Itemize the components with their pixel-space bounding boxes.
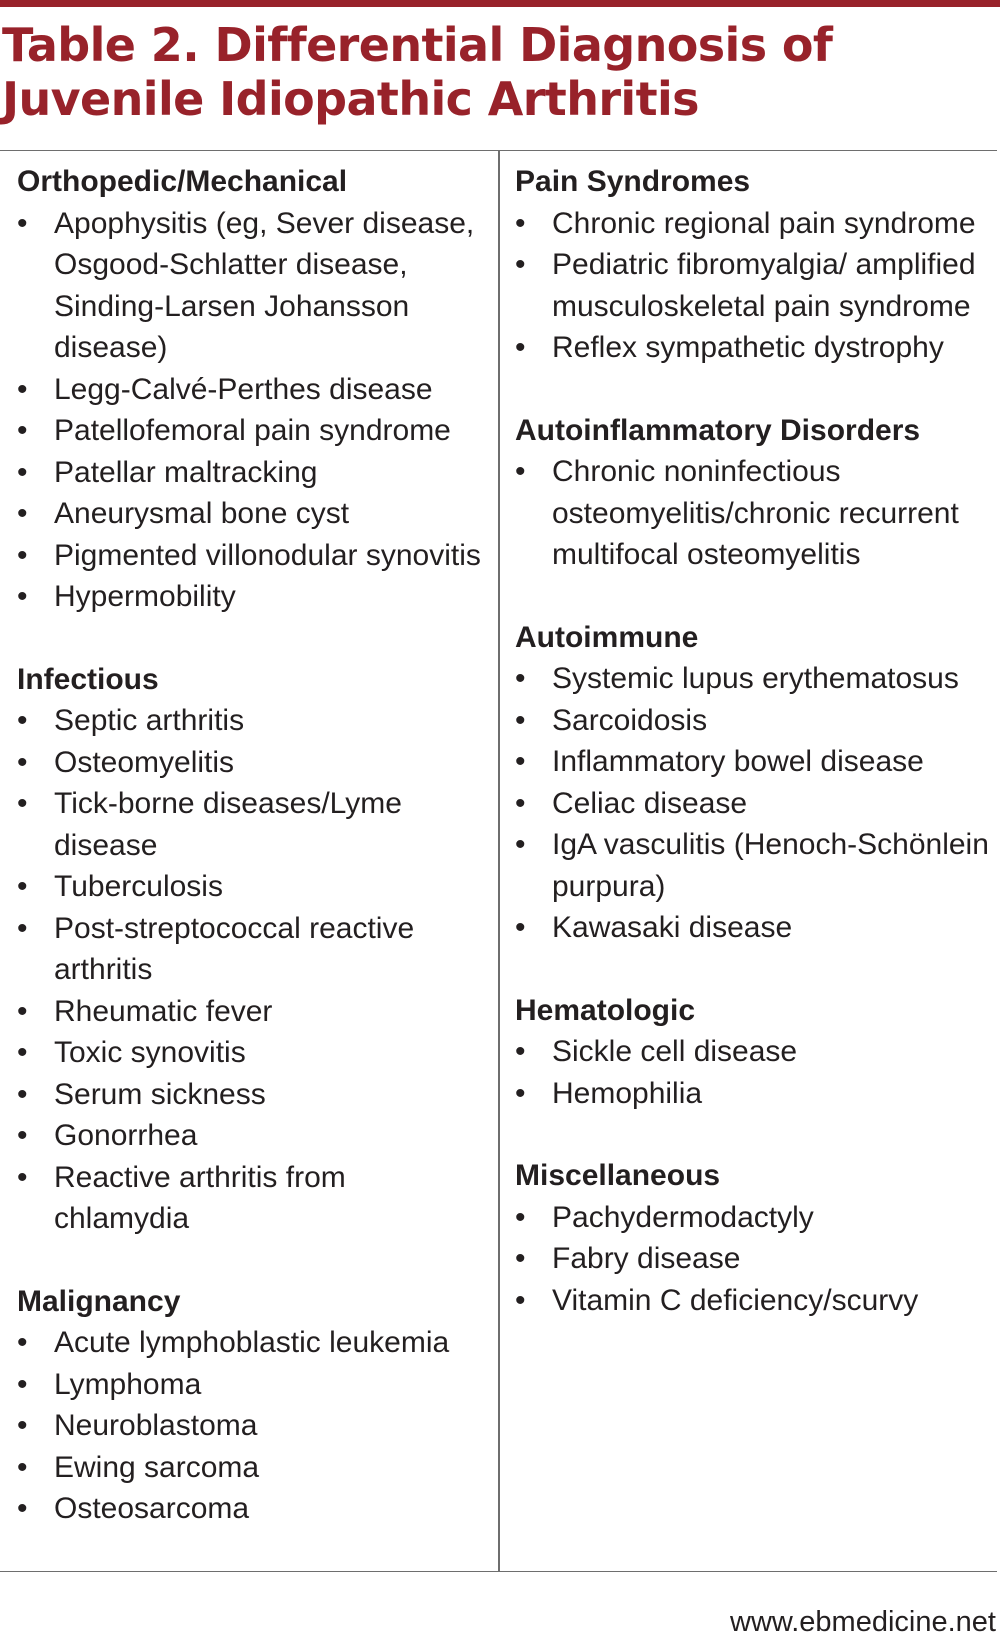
section-heading: Orthopedic/Mechanical <box>17 165 348 198</box>
section-heading: Malignancy <box>17 1284 181 1318</box>
section-hematologic <box>515 990 993 1115</box>
list-item: • Lymphoma <box>17 1364 487 1406</box>
list-item: • Serum sickness <box>17 1074 487 1116</box>
diagnosis-list <box>515 1031 993 1114</box>
section-heading: Autoimmune <box>515 620 699 654</box>
list-item: • Reflex sympathetic dystrophy <box>515 327 993 369</box>
diagnosis-list <box>515 1197 993 1322</box>
section-autoimmune <box>515 617 993 949</box>
list-item: • Sickle cell disease <box>515 1031 993 1073</box>
list-item: • Hemophilia <box>515 1073 993 1115</box>
diagnosis-list <box>17 203 487 618</box>
list-item: • Legg-Calvé-Perthes disease <box>17 369 487 411</box>
section-autoinflammatory-disorders <box>515 410 993 576</box>
diagnosis-list <box>17 1322 487 1530</box>
list-item: • Tuberculosis <box>17 866 487 908</box>
list-item: • Reactive arthritis from chlamydia <box>17 1157 487 1240</box>
list-item: • Celiac disease <box>515 783 993 825</box>
section-heading: Miscellaneous <box>515 1159 721 1192</box>
right-column <box>515 161 993 1362</box>
list-item: • Chronic noninfectious osteomyelitis/chronic recurrent multifocal osteomyelitis <box>515 451 993 576</box>
footer-url: www.ebmedicine.net <box>730 1606 996 1638</box>
list-item: • Vitamin C deficiency/scurvy <box>515 1280 993 1322</box>
list-item: • Tick-borne diseases/Lyme disease <box>17 783 487 866</box>
diagnosis-list <box>515 451 993 576</box>
list-item: • Kawasaki disease <box>515 907 993 949</box>
list-item: • Inflammatory bowel disease <box>515 741 993 783</box>
diagnosis-list <box>515 658 993 949</box>
list-item: • Apophysitis (eg, Sever disease, Osgood-Schlatter disease, Sinding-Larsen Johansson disease) <box>17 203 487 369</box>
list-item: • Osteomyelitis <box>17 742 487 784</box>
table-title: Table 2. Differential Diagnosis of Juvenile Idiopathic Arthritis <box>2 18 833 126</box>
list-item: • Rheumatic fever <box>17 991 487 1033</box>
section-heading: Pain Syndromes <box>515 165 751 198</box>
top-accent-rule <box>0 0 1000 7</box>
list-item: • Hypermobility <box>17 576 487 618</box>
column-divider <box>498 151 500 1571</box>
list-item: • Septic arthritis <box>17 700 487 742</box>
section-heading: Hematologic <box>515 993 696 1027</box>
list-item: • IgA vasculitis (Henoch-Schönlein purpura) <box>515 824 993 907</box>
list-item: • Neuroblastoma <box>17 1405 487 1447</box>
list-item: • Patellofemoral pain syndrome <box>17 410 487 452</box>
list-item: • Pachydermodactyly <box>515 1197 993 1239</box>
list-item: • Sarcoidosis <box>515 700 993 742</box>
list-item: • Systemic lupus erythematosus <box>515 658 993 700</box>
section-heading: Infectious <box>17 662 159 696</box>
left-column <box>17 161 487 1571</box>
list-item: • Acute lymphoblastic leukemia <box>17 1322 487 1364</box>
section-orthopedic-mechanical <box>17 161 487 618</box>
list-item: • Patellar maltracking <box>17 452 487 494</box>
list-item: • Osteosarcoma <box>17 1488 487 1530</box>
list-item: • Pediatric fibromyalgia/ amplified musculoskeletal pain syndrome <box>515 244 993 327</box>
list-item: • Post-streptococcal reactive arthritis <box>17 908 487 991</box>
list-item: • Gonorrhea <box>17 1115 487 1157</box>
section-miscellaneous <box>515 1155 993 1321</box>
diagnosis-list <box>17 700 487 1240</box>
list-item: • Chronic regional pain syndrome <box>515 203 993 245</box>
section-malignancy <box>17 1281 487 1530</box>
list-item: • Toxic synovitis <box>17 1032 487 1074</box>
section-infectious <box>17 659 487 1240</box>
list-item: • Aneurysmal bone cyst <box>17 493 487 535</box>
section-pain-syndromes <box>515 161 993 369</box>
list-item: • Fabry disease <box>515 1238 993 1280</box>
diagnosis-table <box>0 150 997 1572</box>
list-item: • Pigmented villonodular synovitis <box>17 535 487 577</box>
diagnosis-list <box>515 203 993 369</box>
list-item: • Ewing sarcoma <box>17 1447 487 1489</box>
section-heading: Autoinflammatory Disorders <box>515 413 921 447</box>
